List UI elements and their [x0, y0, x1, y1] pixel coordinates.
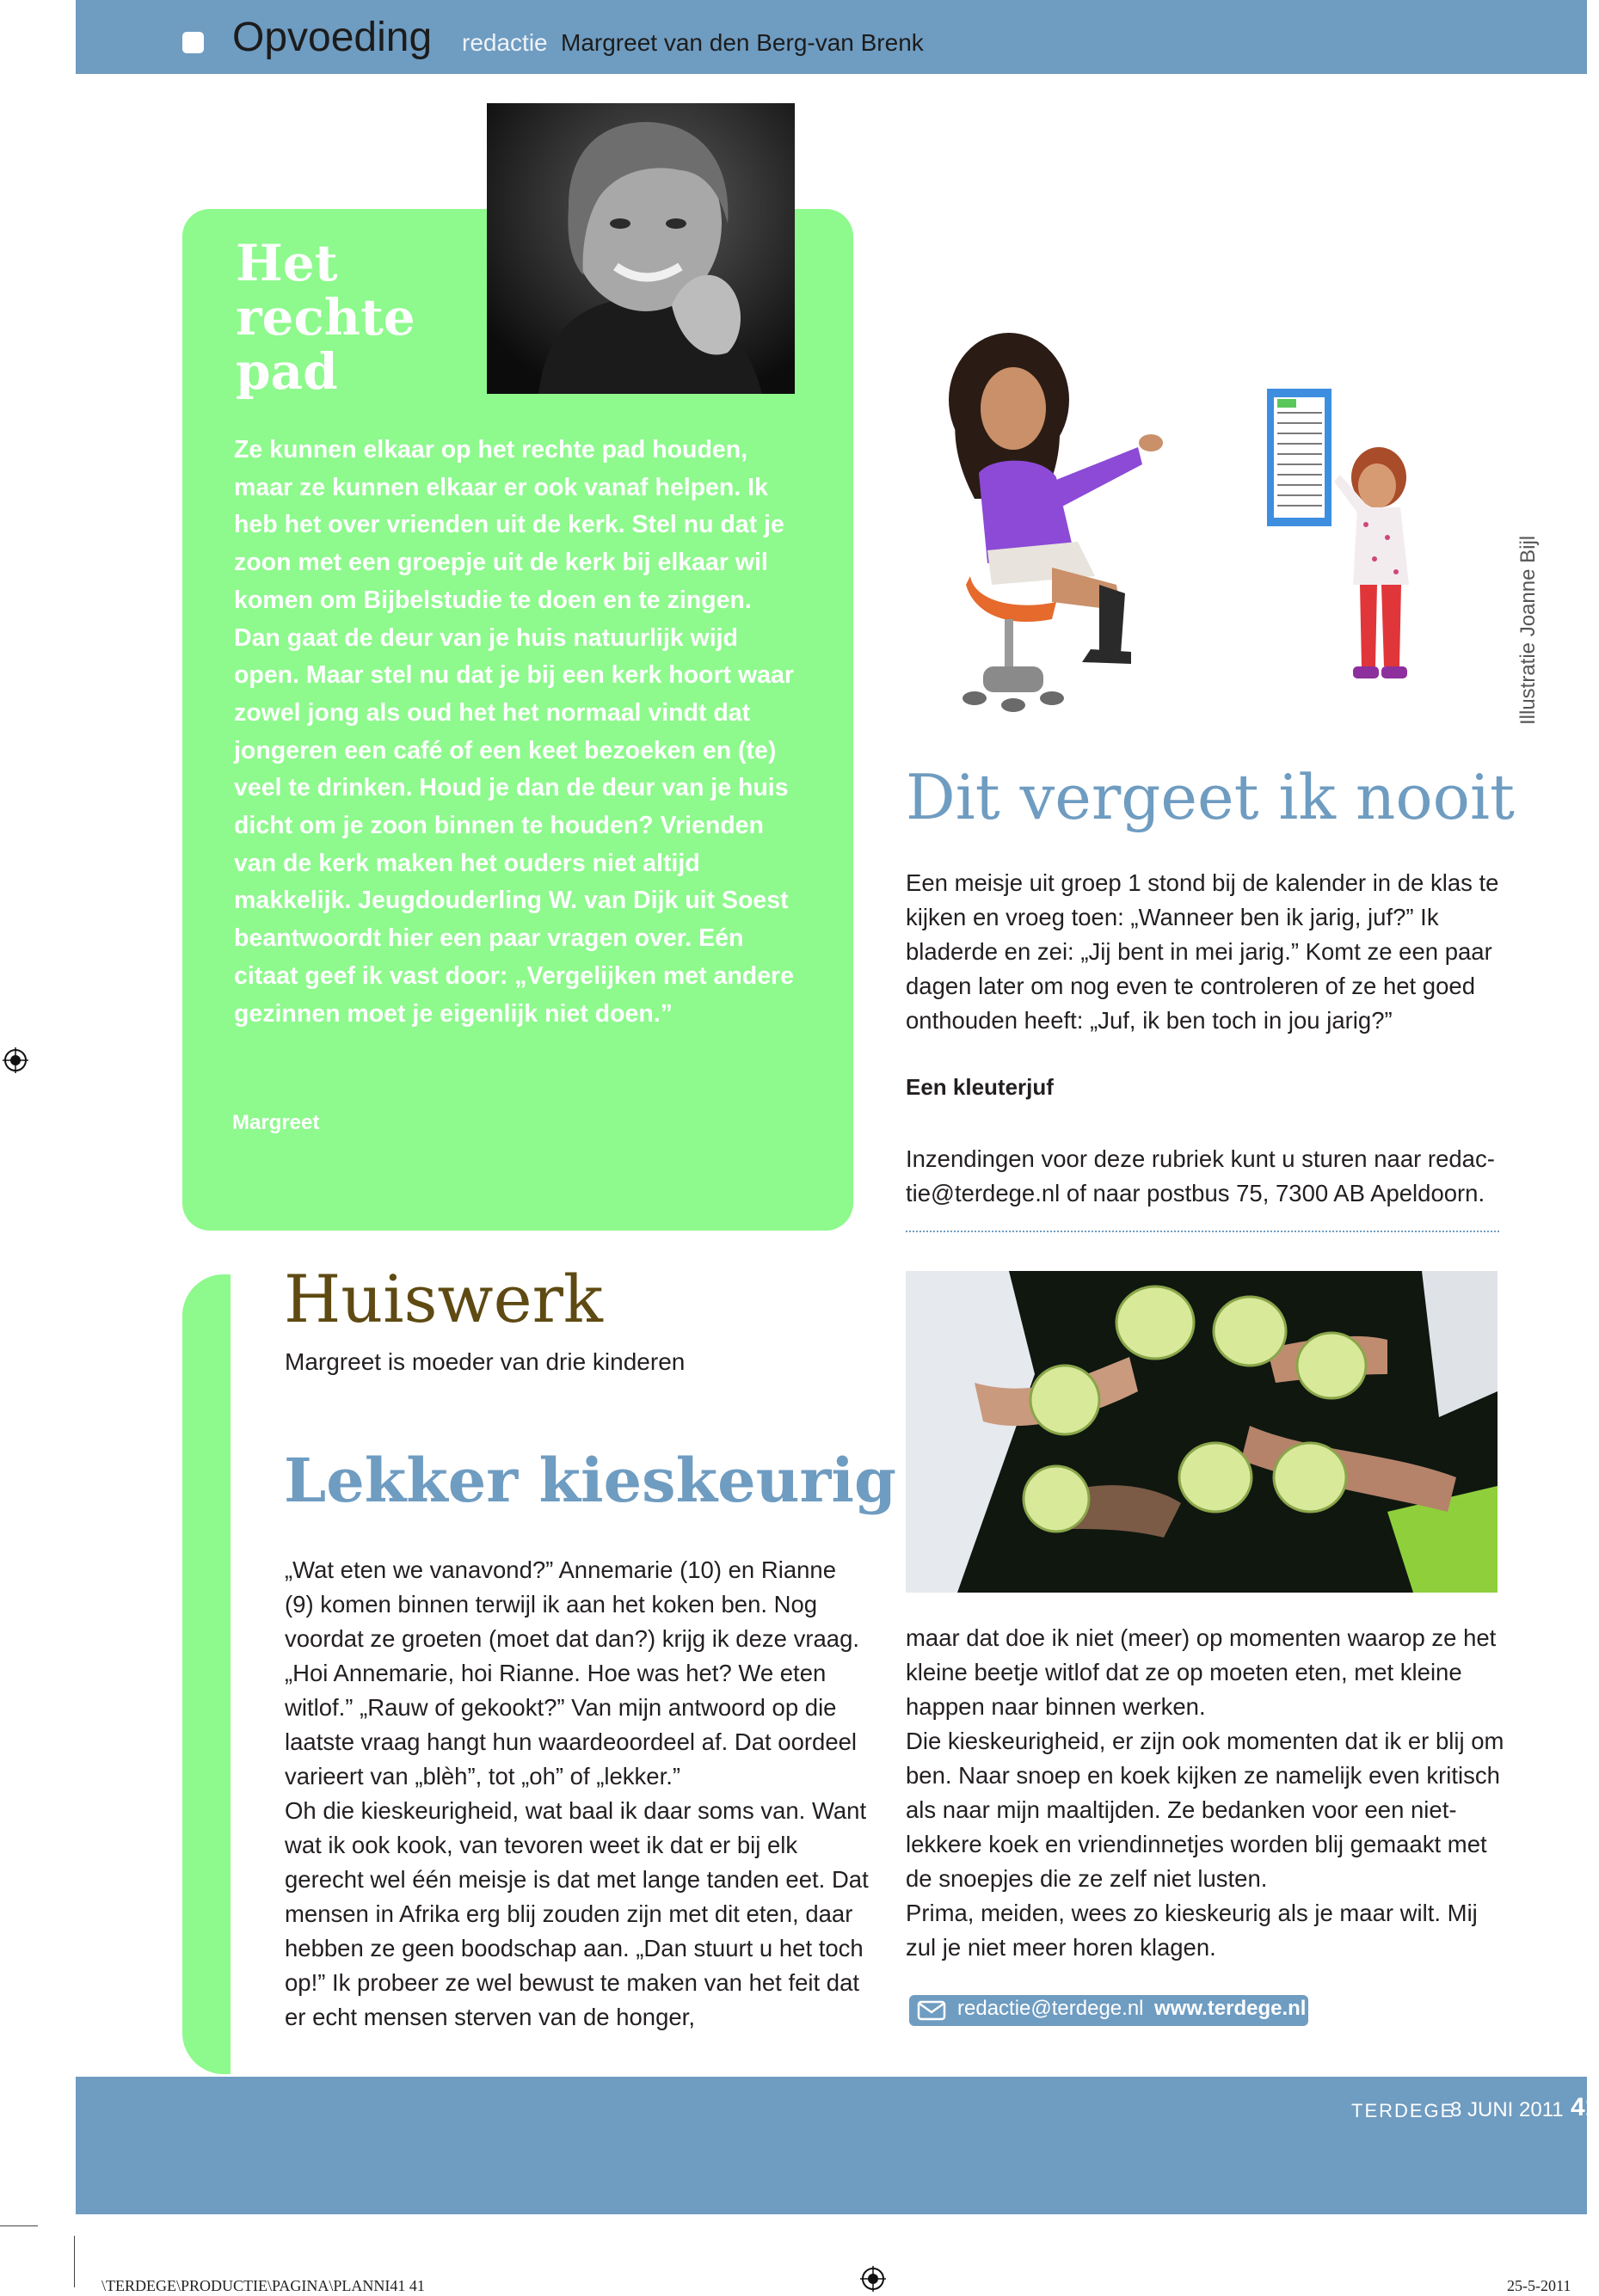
- envelope-icon: [917, 2000, 946, 2021]
- intro-text: Ze kunnen elkaar op het rechte pad houden, maar ze kunnen elkaar er ook vanaf helpen. Ik heb het over vrienden uit de kerk. Stel nu dat je zoon met een groepje uit de kerk bij elkaar wil komen om Bijbelstudie te doen en te zingen. Dan gaat de deur van je huis natuurlijk wijd open. Maar stel nu dat je bij een kerk hoort waar zowel jong als oud het het normaal vindt dat jongeren een café of een keet bezoeken en (te) veel te drinken. Houd je dan de deur van je huis dicht om je zoon binnen te houden? Vrienden van de kerk maken het ouders niet altijd makkelijk. Jeugdouderling W. van Dijk uit Soest beantwoordt hier een paar vragen over. Eén citaat geef ik vast door: „Vergelijken met andere gezinnen moet je eigenlijk niet doen.”: [234, 436, 794, 1028]
- article-paragraph: maar dat doe ik niet (meer) op momenten waarop ze het kleine beetje witlof dat ze op moeten eten, met kleine happen naar binnen werken.: [906, 1624, 1497, 1720]
- article-column-1: [285, 1553, 870, 2035]
- redactie-label: redactie: [462, 29, 548, 56]
- huiswerk-title: Huiswerk: [284, 1261, 603, 1337]
- submission-info: Inzendingen voor deze rubriek kunt u sturen naar redac-tie@terdege.nl of naar postbus 75, 7300 AB Apeldoorn.: [906, 1145, 1495, 1206]
- article-title: Lekker kieskeurig: [284, 1445, 896, 1516]
- illustration-credit: Illustratie Joanne Bijl: [1516, 535, 1540, 725]
- huiswerk-subtitle: Margreet is moeder van drie kinderen: [285, 1348, 686, 1375]
- witlof-hands-photo: [906, 1271, 1498, 1593]
- article-paragraph: „Wat eten we vanavond?” Annemarie (10) en Rianne (9) komen binnen terwijl ik aan het koken ben. Nog voordat ze groeten (moet dat dan?) krijg ik deze vraag. „Hoi Annemarie, hoi Rianne. Hoe was het? We eten witlof.” „Rauw of gekookt?” Van mijn antwoord op die laatste vraag hangt hun waardeoordeel af. Dat oordeel varieert van „blèh”, tot „oh” of „lekker.”: [285, 1556, 860, 1790]
- page-number: 41: [1571, 2093, 1599, 2121]
- intro-title-line: pad: [236, 342, 338, 401]
- intro-title-line: Het: [236, 234, 338, 292]
- footer-magazine: TERDEGE: [1351, 2100, 1455, 2121]
- article-paragraph: Prima, meiden, wees zo kieskeurig als je maar wilt. Mij zul je niet meer horen klagen.: [906, 1900, 1478, 1961]
- contact-web-text: www.terdege.nl: [1154, 1997, 1307, 2020]
- trim-mark: [0, 2225, 38, 2226]
- registration-mark-icon: [860, 2266, 886, 2292]
- footer-curve: [1462, 2012, 1587, 2077]
- intro-title-line: rechte: [236, 288, 415, 347]
- dit-vergeet-title: Dit vergeet ik nooit: [906, 761, 1515, 833]
- article-paragraph: Die kieskeurigheid, er zijn ook momenten dat ik er blij om ben. Naar snoep en koek kijken ze namelijk even kritisch als naar mijn maaltijden. Ze bedanken voor een niet-lekkere koek en vriendinnetjes worden blij gemaakt met de snoepjes die ze zelf niet lusten.: [906, 1728, 1504, 1892]
- dit-vergeet-signature: Een kleuterjuf: [906, 1074, 1054, 1100]
- contact-email-link[interactable]: redactie@terdege.nl: [957, 1997, 1144, 2020]
- footer-date: 8 JUNI 2011: [1450, 2098, 1564, 2121]
- section-title: Opvoeding: [232, 15, 433, 60]
- intro-signature: Margreet: [232, 1111, 320, 1134]
- registration-mark-icon: [3, 1047, 28, 1073]
- author-photo: [487, 103, 795, 394]
- trim-mark: [74, 2236, 75, 2287]
- contact-web-link[interactable]: [1154, 1997, 1306, 2021]
- article-column-2: [906, 1621, 1508, 1965]
- editor-name: Margreet van den Berg-van Brenk: [561, 29, 924, 56]
- footer-bar: [76, 2077, 1587, 2214]
- slug-path: \TERDEGE\PRODUCTIE\PAGINA\PLANNI41 41: [101, 2277, 425, 2294]
- slug-date: 25-5-2011: [1507, 2277, 1571, 2294]
- article-paragraph: Oh die kieskeurigheid, wat baal ik daar soms van. Want wat ik ook kook, van tevoren weet ik dat er bij elk gerecht wel één meisje is dat met lange tanden eet. Dat mensen in Afrika erg blij zouden zijn met dit eten, daar hebben ze geen boodschap aan. „Dan stuurt u het toch op!” Ik probeer ze wel bewust te maken van het feit dat er echt mensen sterven van de honger,: [285, 1797, 869, 2030]
- intro-title: [236, 236, 459, 399]
- dit-vergeet-text: Een meisje uit groep 1 stond bij de kalender in de klas te kijken en vroeg toen: „Wanneer ben ik jarig, juf?” Ik bladerde en zei: „Jij bent in mei jarig.” Komt ze een paar dagen later om nog even te controleren of ze het goed onthouden heeft: „Juf, ik ben toch in jou jarig?”: [906, 869, 1499, 1034]
- section-square-icon: [182, 32, 204, 53]
- dotted-divider: [906, 1231, 1499, 1232]
- illustration-teacher-child: [906, 327, 1422, 731]
